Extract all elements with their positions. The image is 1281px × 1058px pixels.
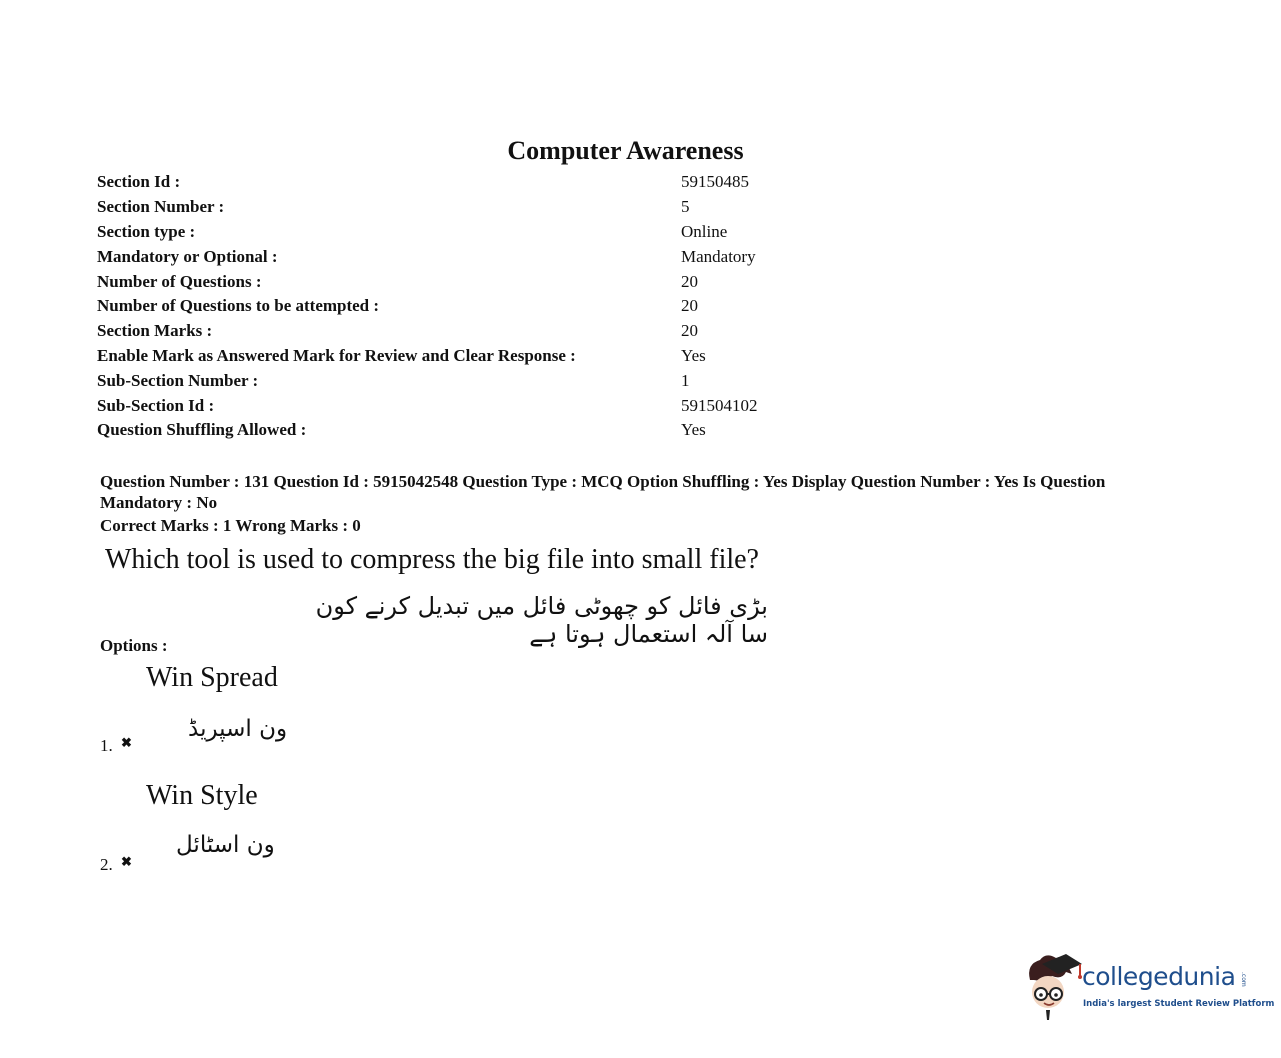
info-value: 20 <box>681 321 698 341</box>
question-marks: Correct Marks : 1 Wrong Marks : 0 <box>100 516 361 535</box>
brand-name: collegedunia <box>1082 962 1236 991</box>
info-label: Mandatory or Optional : <box>97 246 278 266</box>
info-row <box>97 294 758 319</box>
info-label: Section Marks : <box>97 321 213 341</box>
wrong-mark-icon: ✖ <box>121 854 132 869</box>
option-1-text-urdu[interactable]: ون اسپریڈ <box>188 716 288 742</box>
info-row <box>97 393 758 418</box>
info-value: 5 <box>681 197 690 217</box>
brand-suffix: .com <box>1240 972 1247 987</box>
wrong-mark-icon: ✖ <box>121 735 132 750</box>
info-row <box>97 244 758 269</box>
question-text-english: Which tool is used to compress the big file into small file? <box>105 544 759 575</box>
info-label: Sub-Section Number : <box>97 370 259 390</box>
info-label: Enable Mark as Answered Mark for Review and Clear Response : <box>97 345 576 365</box>
info-value: 20 <box>681 296 698 316</box>
info-label: Sub-Section Id : <box>97 395 215 415</box>
info-value: Yes <box>681 420 706 440</box>
info-row <box>97 319 758 344</box>
option-2-number: 2. <box>100 855 113 874</box>
info-row <box>97 418 758 443</box>
info-row <box>97 195 758 220</box>
question-text-urdu: بڑی فائل کو چھوٹی فائل میں تبدیل کرنے کون سا آلہ استعمال ہوتا ہے <box>315 592 768 648</box>
info-label: Section Number : <box>97 197 225 217</box>
question-meta: Question Number : 131 Question Id : 5915042548 Question Type : MCQ Option Shuffling : Yes Display Question Number : Yes Is Question Mandatory : No <box>100 472 1106 512</box>
options-label: Options : <box>100 636 168 655</box>
graduate-mascot-icon <box>1022 950 1084 1020</box>
info-row <box>97 269 758 294</box>
info-label: Section type : <box>97 221 196 241</box>
option-2-text-urdu[interactable]: ون اسٹائل <box>176 832 275 858</box>
info-value: Yes <box>681 345 706 365</box>
info-value: Online <box>681 221 728 241</box>
info-label: Number of Questions : <box>97 271 262 291</box>
option-1-number: 1. <box>100 736 113 755</box>
info-row <box>97 368 758 393</box>
info-value: 20 <box>681 271 698 291</box>
brand-tagline: India's largest Student Review Platform <box>1083 999 1275 1009</box>
info-label: Section Id : <box>97 172 181 192</box>
info-label: Question Shuffling Allowed : <box>97 420 307 440</box>
section-info-table <box>97 170 758 443</box>
info-value: Mandatory <box>681 246 756 266</box>
info-label: Number of Questions to be attempted : <box>97 296 380 316</box>
info-row <box>97 170 758 195</box>
info-value: 59150485 <box>681 172 749 192</box>
option-2-text-english[interactable]: Win Style <box>146 780 258 811</box>
info-value: 591504102 <box>681 395 758 415</box>
brand-logo <box>1022 950 1275 1020</box>
info-row <box>97 220 758 245</box>
info-row <box>97 344 758 369</box>
option-1-text-english[interactable]: Win Spread <box>146 662 278 693</box>
page-title: Computer Awareness <box>507 136 744 165</box>
info-value: 1 <box>681 370 690 390</box>
